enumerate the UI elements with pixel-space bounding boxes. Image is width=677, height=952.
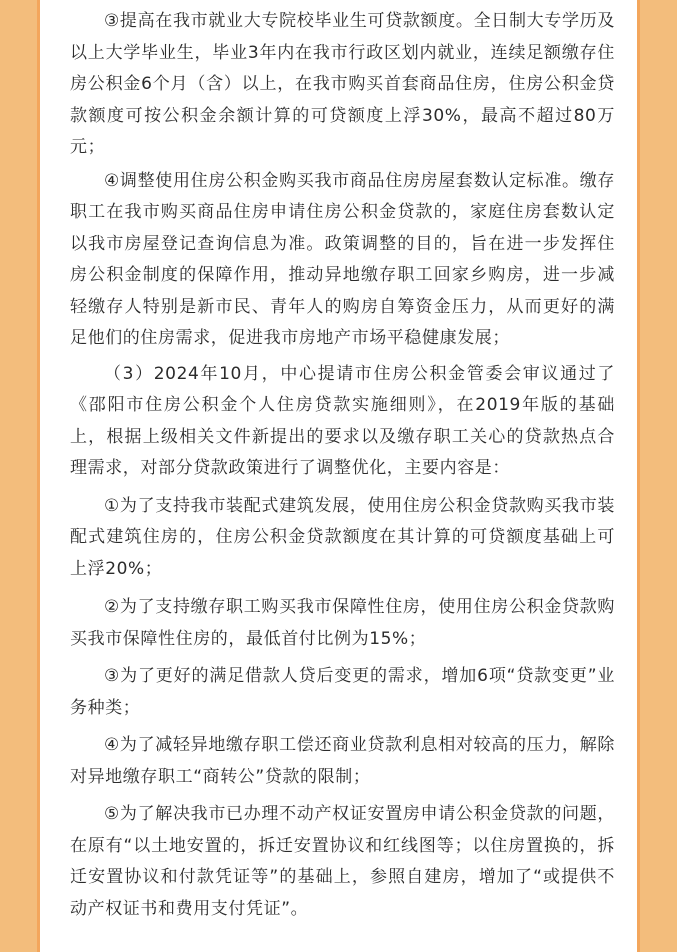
paragraph-commercial-to-fund: ④为了减轻异地缴存职工偿还商业贷款利息相对较高的压力，解除对异地缴存职工“商转公”贷款的限制； [70,735,615,787]
article-body [70,6,615,925]
paragraph-resettlement-housing: ⑤为了解决我市已办理不动产权证安置房申请公积金贷款的问题，在原有“以土地安置的，拆迁安置协议和红线图等；以住房置换的，拆迁安置协议和付款凭证等”的基础上，参照自建房，增加了“或提供不动产权证书和费用支付凭证”。 [70,804,615,919]
paragraph-house-count-standard: ④调整使用住房公积金购买我市商品住房房屋套数认定标准。缴存职工在我市购买商品住房申请住房公积金贷款的，家庭住房套数认定以我市房屋登记查询信息为准。政策调整的目的，旨在进一步发挥住房公积金制度的保障作用，推动异地缴存职工回家乡购房，进一步减轻缴存人特别是新市民、青年人的购房自筹资金压力，从而更好的满足他们的住房需求，促进我市房地产市场平稳健康发展； [70,170,615,348]
paragraph-implementation-rules: （3）2024年10月，中心提请市住房公积金管委会审议通过了《邵阳市住房公积金个人住房贷款实施细则》，在2019年版的基础上，根据上级相关文件新提出的要求以及缴存职工关心的贷款热点合理需求，对部分贷款政策进行了调整优化，主要内容是： [70,363,615,478]
paragraph-loan-limit-graduates: ③提高在我市就业大专院校毕业生可贷款额度。全日制大专学历及以上大学毕业生，毕业3年内在我市行政区划内就业，连续足额缴存住房公积金6个月（含）以上，在我市购买首套商品住房，住房公积金贷款额度可按公积金余额计算的可贷额度上浮30%，最高不超过80万元； [70,11,615,157]
paragraph-loan-change: ③为了更好的满足借款人贷后变更的需求，增加6项“贷款变更”业务种类； [70,666,615,718]
paragraph-affordable-housing: ②为了支持缴存职工购买我市保障性住房，使用住房公积金贷款购买我市保障性住房的，最低首付比例为15%； [70,597,615,649]
paragraph-prefab-building: ①为了支持我市装配式建筑发展，使用住房公积金贷款购买我市装配式建筑住房的，住房公积金贷款额度在其计算的可贷额度基础上可上浮20%； [70,495,615,579]
article-frame [37,0,640,952]
